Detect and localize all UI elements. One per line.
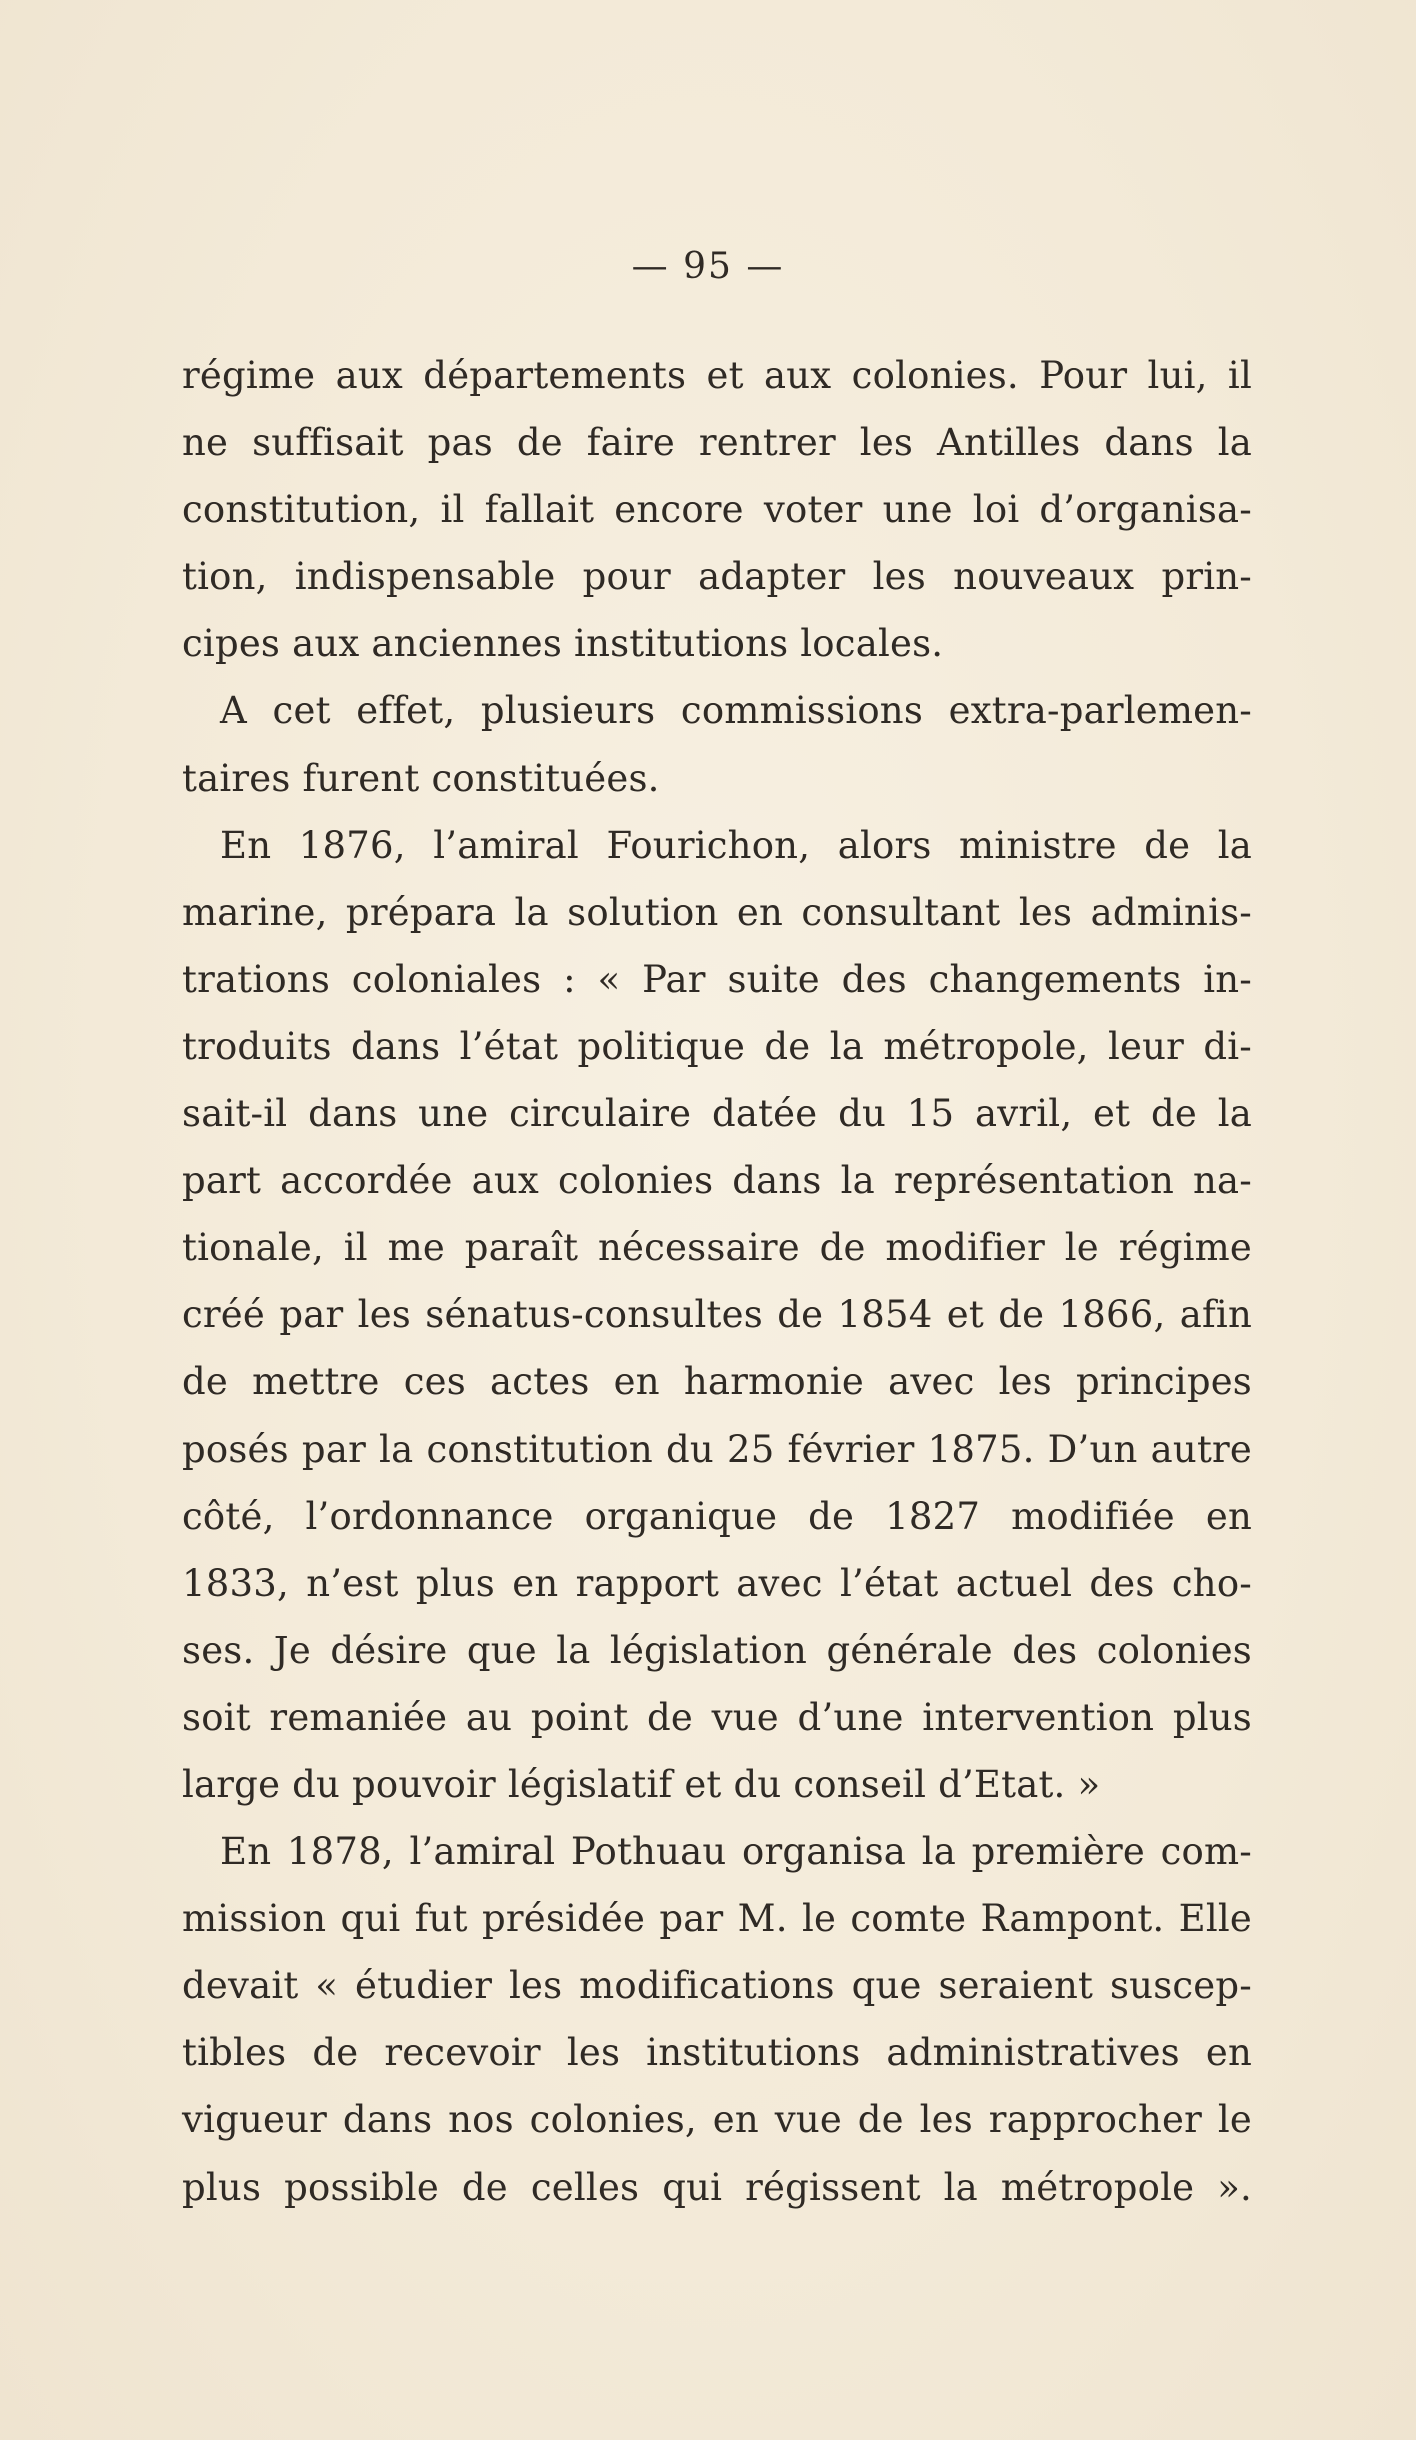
text-line: A cet effet, plusieurs commissions extra-parlemen- (220, 689, 1252, 733)
text-line: régime aux départements et aux colonies. Pour lui, il (182, 354, 1252, 397)
text-line: constitution, il fallait encore voter une loi d’organisa- (182, 488, 1252, 532)
text-line: côté, l’ordonnance organique de 1827 modifiée en (182, 1494, 1252, 1538)
body-text (182, 342, 1252, 2221)
text-line: vigueur dans nos colonies, en vue de les rapprocher le (182, 2098, 1252, 2142)
text-line: part accordée aux colonies dans la représentation na- (182, 1159, 1252, 1203)
text-line: En 1878, l’amiral Pothuau organisa la première com- (220, 1830, 1252, 1874)
text-line: tibles de recevoir les institutions administratives en (182, 2031, 1252, 2075)
text-line: troduits dans l’état politique de la métropole, leur di- (182, 1024, 1252, 1068)
text-line: créé par les sénatus-consultes de 1854 et de 1866, afin (182, 1293, 1252, 1337)
page-number: — 95 — (631, 246, 785, 287)
text-line: tionale, il me paraît nécessaire de modifier le régime (182, 1226, 1252, 1270)
text-line: taires furent constituées. (182, 756, 660, 800)
text-line: plus possible de celles qui régissent la métropole ». (182, 2165, 1252, 2209)
text-line: cipes aux anciennes institutions locales. (182, 622, 944, 666)
text-line: marine, prépara la solution en consultant les adminis- (182, 890, 1252, 934)
text-line: large du pouvoir législatif et du conseil d’Etat. » (182, 1762, 1101, 1806)
text-line: devait « étudier les modifications que seraient suscep- (182, 1964, 1252, 2008)
text-line: sait-il dans une circulaire datée du 15 avril, et de la (182, 1092, 1252, 1136)
text-line: trations coloniales : « Par suite des changements in- (182, 957, 1252, 1001)
text-line: soit remaniée au point de vue d’une intervention plus (182, 1695, 1252, 1739)
text-line: mission qui fut présidée par M. le comte Rampont. Elle (182, 1897, 1252, 1941)
text-line: posés par la constitution du 25 février 1875. D’un autre (182, 1427, 1252, 1471)
text-line: tion, indispensable pour adapter les nouveaux prin- (182, 555, 1252, 599)
text-line: ne suffisait pas de faire rentrer les Antilles dans la (182, 421, 1252, 465)
text-line: En 1876, l’amiral Fourichon, alors ministre de la (220, 823, 1252, 867)
text-line: ses. Je désire que la législation générale des colonies (182, 1628, 1252, 1672)
text-line: de mettre ces actes en harmonie avec les principes (182, 1360, 1252, 1404)
text-line: 1833, n’est plus en rapport avec l’état actuel des cho- (182, 1561, 1252, 1605)
